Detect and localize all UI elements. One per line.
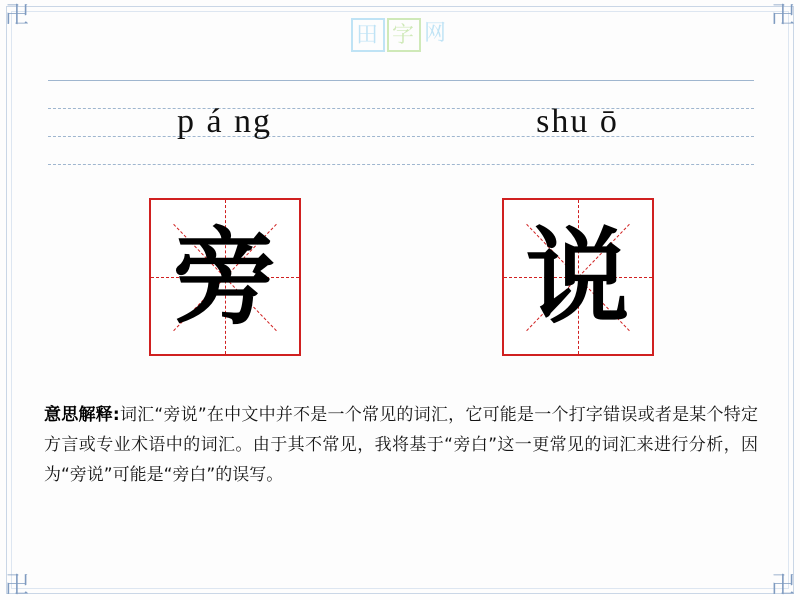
corner-ornament-icon: 卍 [5,571,29,599]
character-slot-1 [48,198,401,362]
explanation-block [44,400,758,490]
pinyin-rule-line [48,164,754,165]
character-glyph-2: 说 [525,216,630,338]
corner-ornament-icon: 卍 [771,571,795,599]
character-glyph-1: 旁 [172,216,277,338]
pinyin-row [48,80,754,164]
pinyin-text-2: shu ō [536,103,619,140]
tianzige-box-1 [149,198,301,356]
watermark-block-1: 田 [351,18,385,52]
corner-ornament-icon: 卍 [5,1,29,29]
character-slot-2 [401,198,754,362]
corner-ornament-icon: 卍 [771,1,795,29]
character-grid-area [48,198,754,362]
watermark-block-3: 网 [423,21,448,46]
explanation-text: 词汇“旁说”在中文中并不是一个常见的词汇，它可能是一个打字错误或者是某个特定方言或专业术语中的词汇。由于其不常见，我将基于“旁白”这一更常见的词汇来进行分析，因为“旁说”可能是“旁白”的误写。 [44,405,758,485]
watermark-block-2: 字 [387,18,421,52]
pinyin-text-1: p á ng [176,103,273,140]
tianzige-box-2 [502,198,654,356]
pinyin-rule-area [48,80,754,164]
explanation-label: 意思解释: [44,405,120,425]
